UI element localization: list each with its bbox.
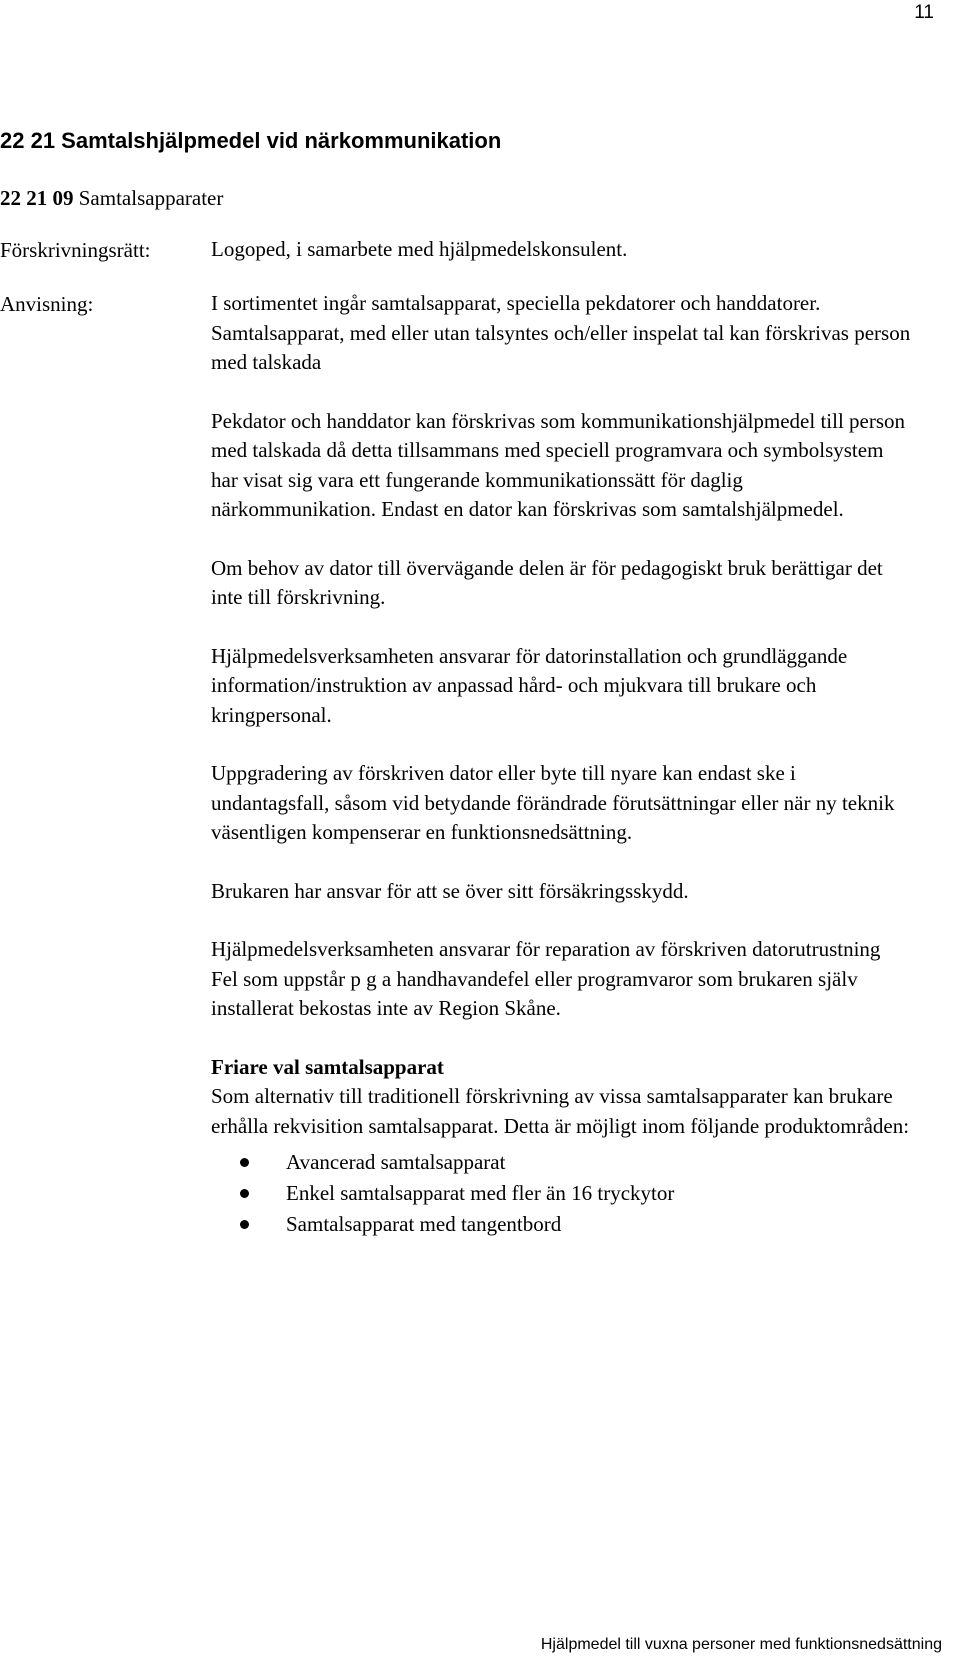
prescription-rights-label: Förskrivningsrätt: <box>0 238 151 262</box>
section-heading: 22 21 Samtalshjälpmedel vid närkommunikation <box>0 128 502 153</box>
guidance-paragraph: Hjälpmedelsverksamheten ansvarar för reparation av förskriven datorutrustning Fel som uppstår p g a handhavandefel eller programvaror som brukaren själv installerat bekostas inte av Region Skåne. <box>211 937 881 1020</box>
guidance-paragraph: Om behov av dator till övervägande delen är för pedagogiskt bruk berättigar det inte till förskrivning. <box>211 555 883 609</box>
free-choice-text: Som alternativ till traditionell förskrivning av vissa samtalsapparater kan brukare erhålla rekvisition samtalsapparat. Detta är möjligt inom följande produktområden: <box>211 1084 910 1138</box>
page-footer: Hjälpmedel till vuxna personer med funktionsnedsättning <box>540 1636 942 1653</box>
list-item <box>211 1209 911 1240</box>
guidance-paragraph: Hjälpmedelsverksamheten ansvarar för datorinstallation och grundläggande information/instruktion av anpassad hård- och mjukvara till brukare och kringpersonal. <box>211 643 848 727</box>
guidance-paragraph: I sortimentet ingår samtalsapparat, speciella pekdatorer och handdatorer. Samtalsapparat, med eller utan talsyntes och/eller inspelat tal kan förskrivas person med talskada <box>211 291 911 374</box>
subsection-heading <box>0 186 223 211</box>
subsection-code: 22 21 09 <box>0 186 74 210</box>
list-item <box>211 1178 911 1209</box>
page-number: 11 <box>914 2 934 23</box>
bullet-icon <box>240 1189 249 1198</box>
guidance-label: Anvisning: <box>0 292 94 316</box>
free-choice-title: Friare val samtalsapparat <box>211 1054 444 1079</box>
guidance-body <box>211 289 911 1240</box>
prescription-rights-text: Logoped, i samarbete med hjälpmedelskonsulent. <box>211 237 628 261</box>
bullet-icon <box>240 1158 249 1167</box>
bullet-icon <box>240 1220 249 1229</box>
list-item <box>211 1147 911 1178</box>
list-item-label: Samtalsapparat med tangentbord <box>286 1212 562 1236</box>
guidance-paragraph: Uppgradering av förskriven dator eller byte till nyare kan endast ske i undantagsfall, såsom vid betydande förändrade förutsättningar eller när ny teknik väsentligen kompenserar en funktionsnedsättning. <box>211 761 895 844</box>
product-area-list <box>211 1147 911 1240</box>
guidance-paragraph: Brukaren har ansvar för att se över sitt försäkringsskydd. <box>211 878 689 903</box>
subsection-title: Samtalsapparater <box>78 186 224 210</box>
list-item-label: Avancerad samtalsapparat <box>286 1150 506 1174</box>
guidance-paragraph: Pekdator och handdator kan förskrivas som kommunikationshjälpmedel till person med talskada då detta tillsammans med speciell programvara och symbolsystem har visat sig vara ett fungerande kommunikationssätt för daglig närkommunikation. Endast en dator kan förskrivas som samtalshjälpmedel. <box>211 408 906 521</box>
list-item-label: Enkel samtalsapparat med fler än 16 tryckytor <box>286 1181 675 1205</box>
prescription-rights-value <box>211 235 911 265</box>
